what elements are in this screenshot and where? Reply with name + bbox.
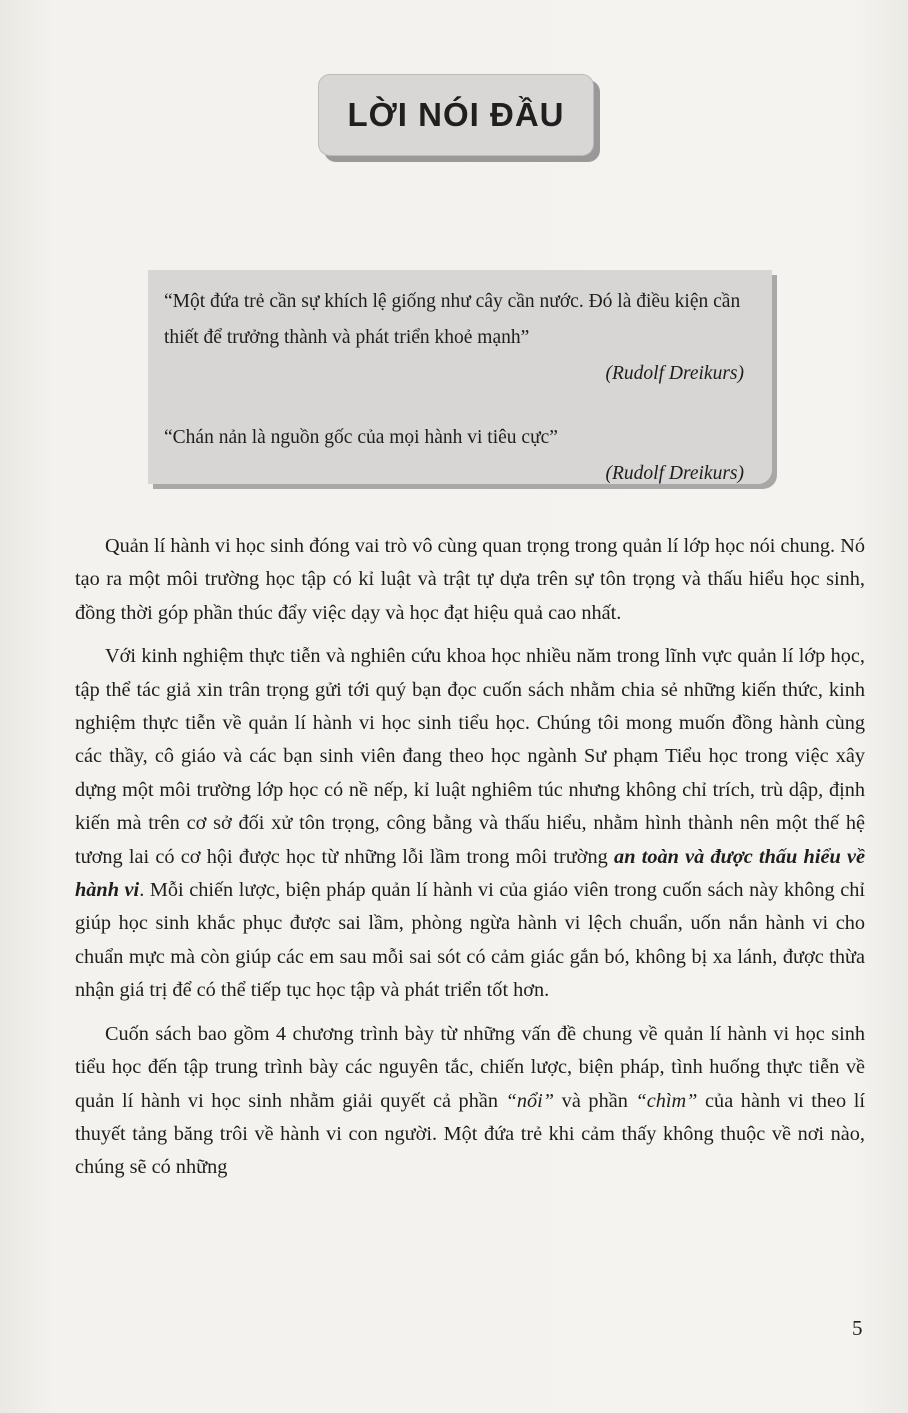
quote-author: (Rudolf Dreikurs) [605,463,744,484]
emphasis-text: an toàn và được thấu hiểu về hành vi [75,845,865,902]
quote-text: “Chán nản là nguồn gốc của mọi hành vi tiêu cực” [164,427,558,448]
body-text [75,530,865,1195]
italic-term: “chìm” [635,1089,698,1112]
italic-term: “nổi” [505,1089,555,1112]
paragraph: Quản lí hành vi học sinh đóng vai trò vô cùng quan trọng trong quản lí lớp học nói chung. Nó tạo ra một môi trường học tập có kỉ luật và trật tự dựa trên sự tôn trọng và thấu hiểu học sinh, đồng thời góp phần thúc đẩy việc dạy và học đạt hiệu quả cao nhất. [75,535,865,624]
quote-text: “Một đứa trẻ cần sự khích lệ giống như cây cần nước. Đó là điều kiện cần thiết để trưởng thành và phát triển khoẻ mạnh” [164,291,741,348]
page-number: 5 [852,1316,863,1340]
paragraph: Cuốn sách bao gồm 4 chương trình bày từ những vấn đề chung về quản lí hành vi học sinh tiểu học đến tập trung trình bày các nguyên tắc, chiến lược, biện pháp, tình huống thực tiễn về quản lí hành vi học sinh nhằm giải quyết cả phần “nổi” và phần “chìm” của hành vi theo lí thuyết tảng băng trôi về hành vi con người. Một đứa trẻ khi cảm thấy không thuộc về nơi nào, chúng sẽ có những [75,1022,866,1179]
epigraph-box [148,270,772,484]
paragraph: Với kinh nghiệm thực tiễn và nghiên cứu khoa học nhiều năm trong lĩnh vực quản lí lớp học, tập thể tác giả xin trân trọng gửi tới quý bạn đọc cuốn sách nhằm chia sẻ những kiến thức, kinh nghiệm thực tiễn về quản lí hành vi học sinh tiểu học. Chúng tôi mong muốn đồng hành cùng các thầy, cô giáo và các bạn sinh viên đang theo học ngành Sư phạm Tiểu học trong việc xây dựng một môi trường lớp học có nề nếp, kỉ luật nghiêm túc nhưng không chỉ trích, trù dập, định kiến mà trên cơ sở đối xử tôn trọng, công bằng và thấu hiểu, nhằm hình thành nên một thế hệ tương lai có cơ hội được học từ những lỗi lầm trong môi trường an toàn và được thấu hiểu về hành vi. Mỗi chiến lược, biện pháp quản lí hành vi của giáo viên trong cuốn sách này không chỉ giúp học sinh khắc phục được sai lầm, phòng ngừa hành vi lệch chuẩn, uốn nắn hành vi cho chuẩn mực mà còn giúp các em sau mỗi sai sót có cảm giác gắn bó, không bị xa lánh, được thừa nhận giá trị để có thể tiếp tục học tập và phát triển tốt hơn. [75,645,865,1002]
page-title: LỜI NÓI ĐẦU [347,96,565,133]
title-box [318,74,594,156]
quote-author: (Rudolf Dreikurs) [605,363,744,384]
